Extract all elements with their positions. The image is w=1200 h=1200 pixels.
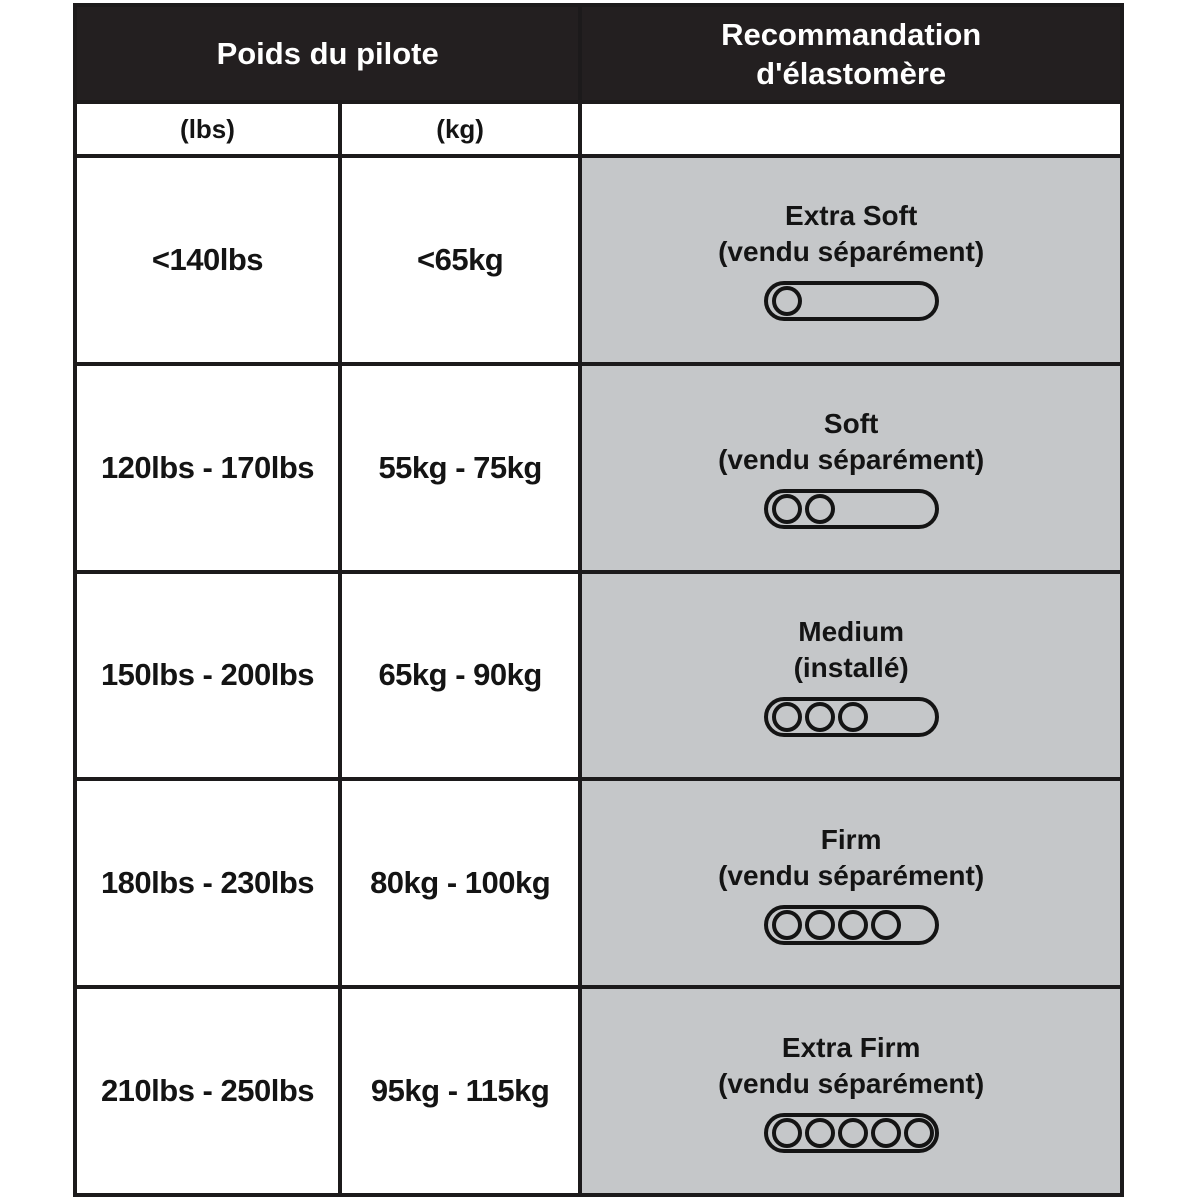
- weight-kg-cell: 65kg - 90kg: [342, 574, 578, 778]
- elastomer-dot: [772, 286, 802, 316]
- elastomer-dot: [838, 702, 868, 732]
- elastomer-dot: [772, 494, 802, 524]
- elastomer-dot: [805, 494, 835, 524]
- recommendation-cell: [582, 366, 1120, 570]
- elastomer-level-indicator: [764, 489, 939, 529]
- elastomer-level-indicator: [764, 281, 939, 321]
- subheader-lbs-label: (lbs): [180, 113, 235, 144]
- elastomer-dot: [772, 702, 802, 732]
- elastomer-note: (vendu séparément): [718, 1067, 985, 1099]
- elastomer-name: Extra Soft: [785, 200, 918, 232]
- header-recommendation-line1: Recommandation: [721, 16, 982, 52]
- elastomer-dot: [805, 910, 835, 940]
- header-rider-weight-label: Poids du pilote: [216, 36, 439, 71]
- recommendation-cell: [582, 781, 1120, 985]
- elastomer-name: Medium: [798, 615, 905, 647]
- weight-lbs-cell: 120lbs - 170lbs: [77, 366, 338, 570]
- weight-kg-cell: 95kg - 115kg: [342, 989, 578, 1193]
- recommendation-cell: [582, 158, 1120, 362]
- elastomer-level-indicator: [764, 697, 939, 737]
- elastomer-note: (vendu séparément): [718, 444, 985, 476]
- subheader-recommendation-empty: [582, 104, 1120, 154]
- weight-kg-cell: 80kg - 100kg: [342, 781, 578, 985]
- elastomer-note: (vendu séparément): [718, 859, 985, 891]
- elastomer-dot: [772, 910, 802, 940]
- elastomer-name: Firm: [820, 823, 882, 855]
- elastomer-dot: [838, 910, 868, 940]
- header-rider-weight: [77, 7, 578, 100]
- header-recommendation: [582, 7, 1120, 100]
- elastomer-recommendation-table: [73, 3, 1124, 1197]
- weight-kg-cell: 55kg - 75kg: [342, 366, 578, 570]
- header-recommendation-line2: d'élastomère: [756, 55, 947, 91]
- elastomer-level-indicator: [764, 1113, 939, 1153]
- subheader-kg-label: (kg): [436, 113, 484, 144]
- weight-lbs-cell: 180lbs - 230lbs: [77, 781, 338, 985]
- elastomer-dot: [838, 1118, 868, 1148]
- subheader-kg: [342, 104, 578, 154]
- elastomer-level-indicator: [764, 905, 939, 945]
- elastomer-note: (vendu séparément): [718, 236, 985, 268]
- elastomer-dot: [772, 1118, 802, 1148]
- elastomer-dot: [871, 910, 901, 940]
- weight-lbs-cell: 210lbs - 250lbs: [77, 989, 338, 1193]
- weight-lbs-cell: 150lbs - 200lbs: [77, 574, 338, 778]
- elastomer-dot: [805, 702, 835, 732]
- weight-kg-cell: <65kg: [342, 158, 578, 362]
- elastomer-dot: [805, 1118, 835, 1148]
- recommendation-cell: [582, 989, 1120, 1193]
- recommendation-cell: [582, 574, 1120, 778]
- subheader-lbs: [77, 104, 338, 154]
- elastomer-dot: [871, 1118, 901, 1148]
- weight-lbs-cell: <140lbs: [77, 158, 338, 362]
- elastomer-name: Extra Firm: [781, 1031, 921, 1063]
- elastomer-note: (installé): [793, 651, 909, 683]
- elastomer-dot: [904, 1118, 934, 1148]
- elastomer-name: Soft: [823, 408, 879, 440]
